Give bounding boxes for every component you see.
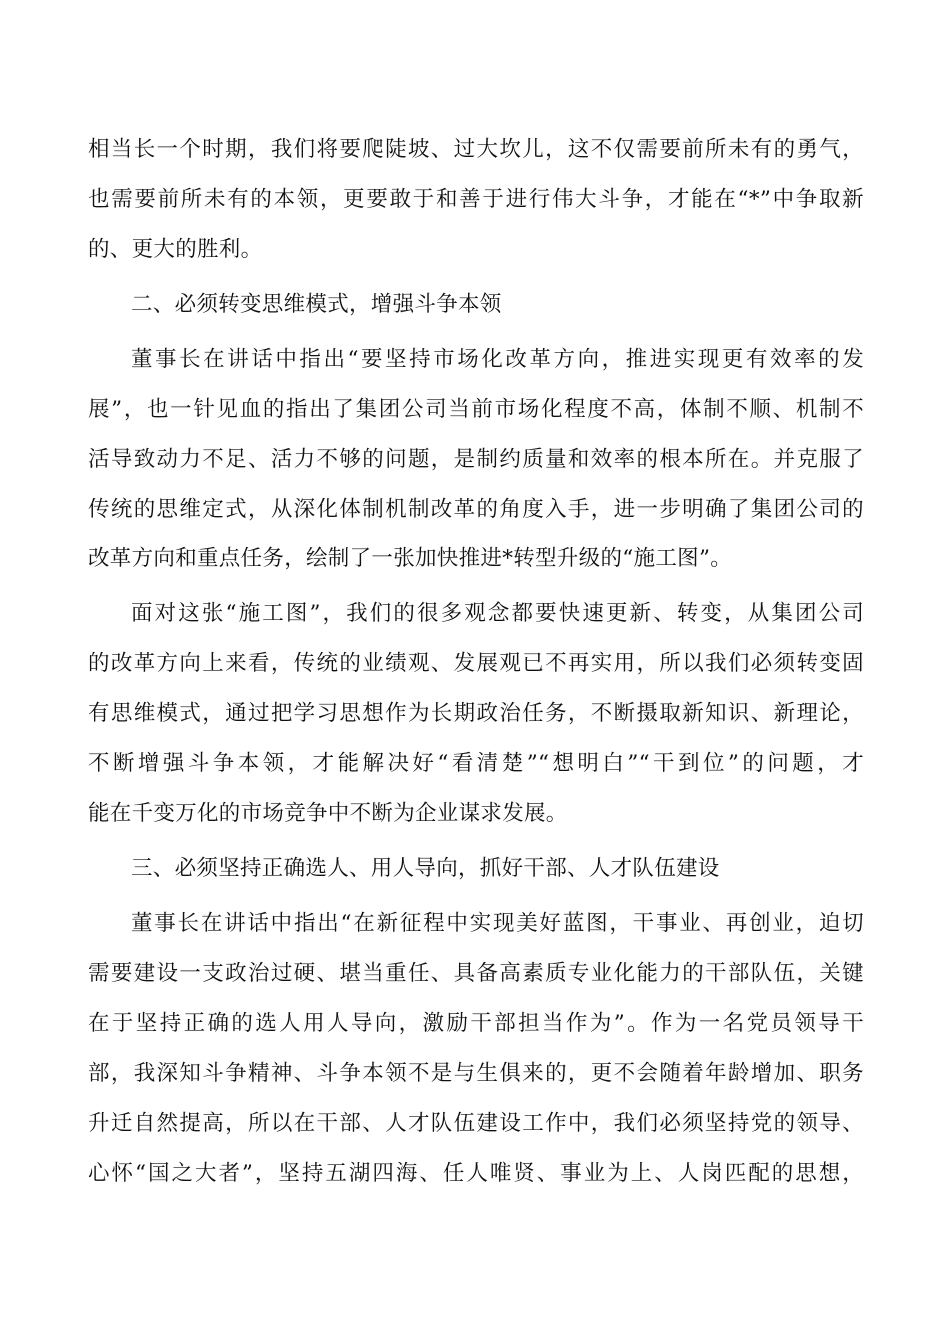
body-line: 能在千变万化的市场竞争中不断为企业谋求发展。 xyxy=(88,801,568,826)
body-line: 改革方向和重点任务，绘制了一张加快推进*转型升级的“施工图”。 xyxy=(88,546,733,571)
body-line: 不断增强斗争本领，才能解决好“看清楚”“想明白”“干到位”的问题，才 xyxy=(88,751,864,776)
body-line: 需要建设一支政治过硬、堪当重任、具备高素质专业化能力的干部队伍，关键 xyxy=(88,961,864,986)
body-line: 有思维模式，通过把学习思想作为长期政治任务，不断摄取新知识、新理论， xyxy=(88,701,864,726)
body-line: 展”，也一针见血的指出了集团公司当前市场化程度不高，体制不顺、机制不 xyxy=(88,397,864,422)
body-line: 的改革方向上来看，传统的业绩观、发展观已不再实用，所以我们必须转变固 xyxy=(88,651,864,676)
body-line: 也需要前所未有的本领，更要敢于和善于进行伟大斗争，才能在“*”中争取新 xyxy=(88,187,864,212)
section-heading: 二、必须转变思维模式，增强斗争本领 xyxy=(131,292,502,317)
body-line: 董事长在讲话中指出“在新征程中实现美好蓝图，干事业、再创业，迫切 xyxy=(131,911,864,936)
body-line: 心怀“国之大者”，坚持五湖四海、任人唯贤、事业为上、人岗匹配的思想， xyxy=(88,1161,864,1186)
body-line: 在于坚持正确的选人用人导向，激励干部担当作为”。作为一名党员领导干 xyxy=(88,1011,864,1036)
body-line: 相当长一个时期，我们将要爬陡坡、过大坎儿，这不仅需要前所未有的勇气， xyxy=(88,137,864,162)
body-line: 面对这张“施工图”，我们的很多观念都要快速更新、转变，从集团公司 xyxy=(131,601,864,626)
body-line: 部，我深知斗争精神、斗争本领不是与生俱来的，更不会随着年龄增加、职务 xyxy=(88,1061,864,1086)
section-heading: 三、必须坚持正确选人、用人导向，抓好干部、人才队伍建设 xyxy=(131,856,720,881)
body-line: 董事长在讲话中指出“要坚持市场化改革方向，推进实现更有效率的发 xyxy=(131,347,864,372)
body-line: 活导致动力不足、活力不够的问题，是制约质量和效率的根本所在。并克服了 xyxy=(88,447,864,472)
body-line: 的、更大的胜利。 xyxy=(88,237,263,262)
body-line: 传统的思维定式，从深化体制机制改革的角度入手，进一步明确了集团公司的 xyxy=(88,497,864,522)
body-line: 升迁自然提高，所以在干部、人才队伍建设工作中，我们必须坚持党的领导、 xyxy=(88,1111,864,1136)
